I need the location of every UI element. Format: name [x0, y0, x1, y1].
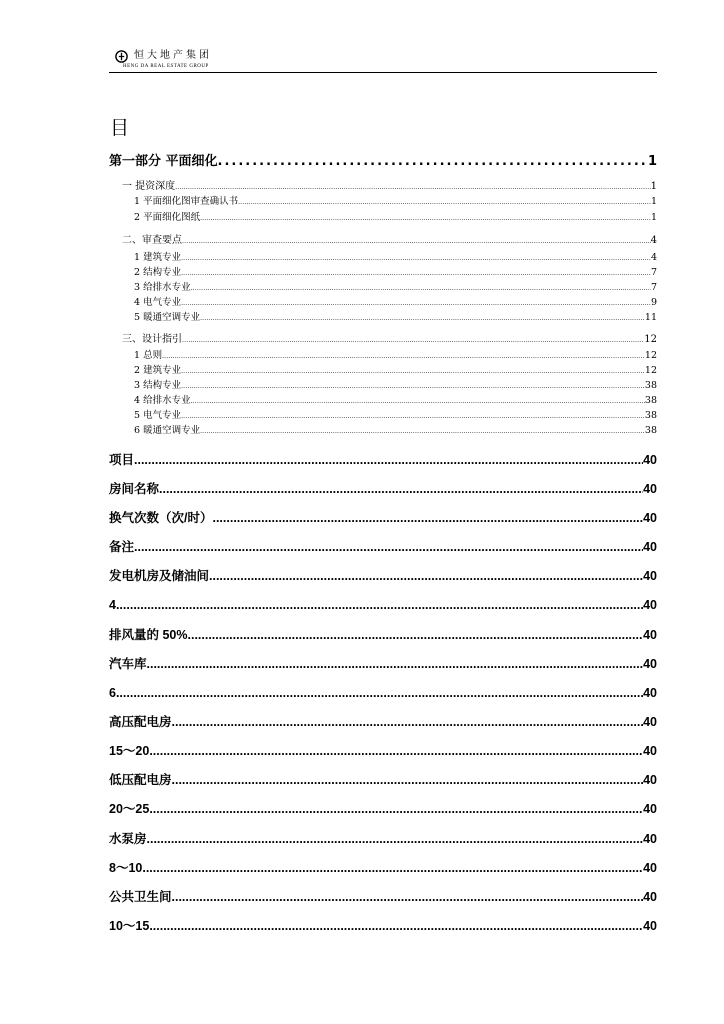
toc-entry[interactable]	[109, 712, 657, 732]
toc-entry-label: 2 平面细化图纸	[134, 212, 201, 223]
toc-leader-dots	[172, 712, 644, 732]
toc-entry-label: 15～20	[109, 744, 150, 758]
toc-entry-label: 低压配电房	[109, 773, 172, 787]
toc-leader-dots	[162, 351, 645, 363]
toc-entry[interactable]	[109, 311, 657, 325]
toc-leader-dots	[191, 396, 645, 408]
toc-entry-label: 二、审查要点	[122, 235, 182, 246]
toc-entry[interactable]	[109, 152, 657, 172]
toc-entry-label: 备注	[109, 540, 135, 554]
toc-entry-label: 20～25	[109, 802, 150, 816]
toc-entry[interactable]	[109, 683, 657, 703]
toc-entry-page: 40	[643, 832, 657, 846]
toc-entry-label: 2 建筑专业	[134, 365, 182, 376]
toc-entry-page: 40	[643, 482, 657, 496]
toc-entry[interactable]	[109, 479, 657, 499]
toc-entry-page: 40	[643, 919, 657, 933]
toc-entry[interactable]	[109, 333, 657, 347]
toc-entry[interactable]	[109, 296, 657, 310]
toc-leader-dots	[209, 566, 643, 586]
toc-entry-page: 40	[643, 890, 657, 904]
toc-entry[interactable]	[109, 450, 657, 470]
toc-entry-label: 房间名称	[109, 482, 160, 496]
toc-entry[interactable]	[109, 799, 657, 819]
toc-entry[interactable]	[109, 625, 657, 645]
toc-entry-label: 汽车库	[109, 657, 147, 671]
toc-entry[interactable]	[109, 234, 657, 248]
toc-entry-label: 5 电气专业	[134, 410, 182, 421]
toc-leader-dots	[191, 283, 651, 295]
toc-leader-dots	[147, 829, 644, 849]
toc-entry[interactable]	[109, 394, 657, 408]
page-header	[109, 45, 657, 75]
toc-entry[interactable]	[109, 364, 657, 378]
toc-entry-label: 公共卫生间	[109, 890, 172, 904]
toc-leader-dots	[200, 213, 651, 225]
toc-entry-page: 38	[644, 395, 657, 406]
toc-entry-page: 11	[644, 312, 657, 323]
toc-entry[interactable]	[109, 266, 657, 280]
toc-entry-page: 4	[650, 252, 657, 263]
toc-entry-label: 2 结构专业	[134, 267, 182, 278]
toc-entry-page: 40	[643, 686, 657, 700]
toc-leader-dots	[181, 268, 651, 280]
toc-entry-page: 40	[643, 453, 657, 467]
toc-leader-dots	[116, 683, 643, 703]
toc-leader-dots	[149, 799, 643, 819]
toc-entry[interactable]	[109, 379, 657, 393]
toc-entry-label: 高压配电房	[109, 715, 172, 729]
toc-leader-dots	[188, 625, 644, 645]
toc-entry-page: 1	[650, 196, 657, 207]
toc-entry[interactable]	[109, 424, 657, 438]
toc-leader-dots	[172, 887, 644, 907]
toc-entry-page: 40	[643, 569, 657, 583]
toc-entry-label: 发电机房及储油间	[109, 569, 210, 583]
toc-leader-dots	[200, 313, 645, 325]
toc-entry-label: 8～10	[109, 861, 143, 875]
toc-leader-dots	[175, 182, 650, 194]
toc-leader-dots	[181, 381, 645, 393]
toc-entry-label: 10～15	[109, 919, 150, 933]
toc-entry[interactable]	[109, 251, 657, 265]
toc-entry[interactable]	[109, 770, 657, 790]
toc-entry-label: 1 平面细化图审查确认书	[134, 196, 239, 207]
toc-entry[interactable]	[109, 566, 657, 586]
toc-entry[interactable]	[109, 887, 657, 907]
toc-entry-page: 9	[650, 297, 657, 308]
toc-entry[interactable]	[109, 537, 657, 557]
toc-entry-label: 1 建筑专业	[134, 252, 182, 263]
toc-leader-dots	[181, 411, 645, 423]
toc-leader-dots	[149, 741, 643, 761]
toc-entry-label: 4 电气专业	[134, 297, 182, 308]
toc-entry-page: 40	[643, 540, 657, 554]
toc-entry[interactable]	[109, 508, 657, 528]
toc-entry-page: 40	[643, 861, 657, 875]
toc-entry[interactable]	[109, 858, 657, 878]
toc-entry[interactable]	[109, 349, 657, 363]
toc-entry-page: 40	[643, 511, 657, 525]
toc-entry-page: 38	[644, 410, 657, 421]
toc-entry-label: 4	[109, 598, 116, 612]
header-divider	[109, 72, 657, 73]
toc-entry-page: 1	[650, 212, 657, 223]
toc-entry-page: 38	[644, 380, 657, 391]
toc-leader-dots	[181, 366, 645, 378]
toc-entry-page: 12	[644, 334, 657, 345]
toc-entry-label: 三、设计指引	[122, 334, 182, 345]
toc-leader-dots	[149, 916, 643, 936]
toc-leader-dots	[182, 335, 644, 347]
toc-entry[interactable]	[109, 829, 657, 849]
toc-leader-dots	[134, 450, 643, 470]
toc-entry-label: 一 提资深度	[122, 181, 176, 192]
toc-entry-page: 12	[644, 365, 657, 376]
toc-leader-dots	[200, 426, 645, 438]
toc-entry-page: 40	[643, 744, 657, 758]
toc-entry-page: 40	[643, 628, 657, 642]
toc-leader-dots	[172, 770, 644, 790]
toc-entry-page: 12	[644, 350, 657, 361]
toc-leader-dots	[147, 654, 644, 674]
company-logo	[115, 48, 212, 64]
toc-leader-dots	[182, 236, 651, 248]
toc-entry[interactable]	[109, 654, 657, 674]
logo-mark-icon	[115, 50, 128, 63]
toc-entry[interactable]	[109, 281, 657, 295]
toc-entry-label: 6 暖通空调专业	[134, 425, 201, 436]
toc-entry-label: 水泵房	[109, 832, 147, 846]
toc-leader-dots	[212, 508, 643, 528]
toc-entry-label: 排风量的 50%	[109, 628, 188, 642]
toc-entry[interactable]	[109, 180, 657, 194]
toc-leader-dots	[238, 197, 651, 209]
toc-entry-page: 40	[643, 715, 657, 729]
toc-entry-page: 4	[650, 235, 657, 246]
toc-entry[interactable]	[109, 409, 657, 423]
toc-entry-label: 1 总则	[134, 350, 163, 361]
toc-entry-label: 5 暖通空调专业	[134, 312, 201, 323]
toc-entry-page: 7	[650, 282, 657, 293]
toc-leader-dots	[134, 537, 643, 557]
toc-leader-dots	[116, 595, 643, 615]
toc-entry[interactable]	[109, 211, 657, 225]
toc-leader-dots	[159, 479, 643, 499]
toc-entry-label: 项目	[109, 453, 135, 467]
toc-entry-label: 3 给排水专业	[134, 282, 191, 293]
toc-entry-label: 第一部分 平面细化	[109, 154, 218, 169]
toc-entry-page: 40	[643, 657, 657, 671]
toc-entry[interactable]	[109, 916, 657, 936]
toc-entry-page: 40	[643, 598, 657, 612]
toc-entry-label: 4 给排水专业	[134, 395, 191, 406]
company-name-cn: 恒大地产集团	[134, 50, 212, 61]
toc-leader-dots	[181, 298, 651, 310]
toc-entry-label: 6	[109, 686, 116, 700]
toc-entry-page: 1	[647, 154, 657, 169]
toc-entry[interactable]	[109, 195, 657, 209]
toc-entry-page: 7	[650, 267, 657, 278]
toc-entry-label: 换气次数（次/时）	[109, 511, 213, 525]
toc-leader-dots	[218, 152, 648, 172]
toc-entry-label: 3 结构专业	[134, 380, 182, 391]
toc-entry-page: 40	[643, 802, 657, 816]
toc-entry[interactable]	[109, 741, 657, 761]
toc-leader-dots	[142, 858, 643, 878]
toc-leader-dots	[181, 253, 651, 265]
toc-entry-page: 1	[650, 181, 657, 192]
toc-entry-page: 38	[644, 425, 657, 436]
toc-entry[interactable]	[109, 595, 657, 615]
toc-title: 目	[110, 117, 130, 139]
company-name-en: HENG DA REAL ESTATE GROUP	[123, 64, 209, 69]
toc-entry-page: 40	[643, 773, 657, 787]
